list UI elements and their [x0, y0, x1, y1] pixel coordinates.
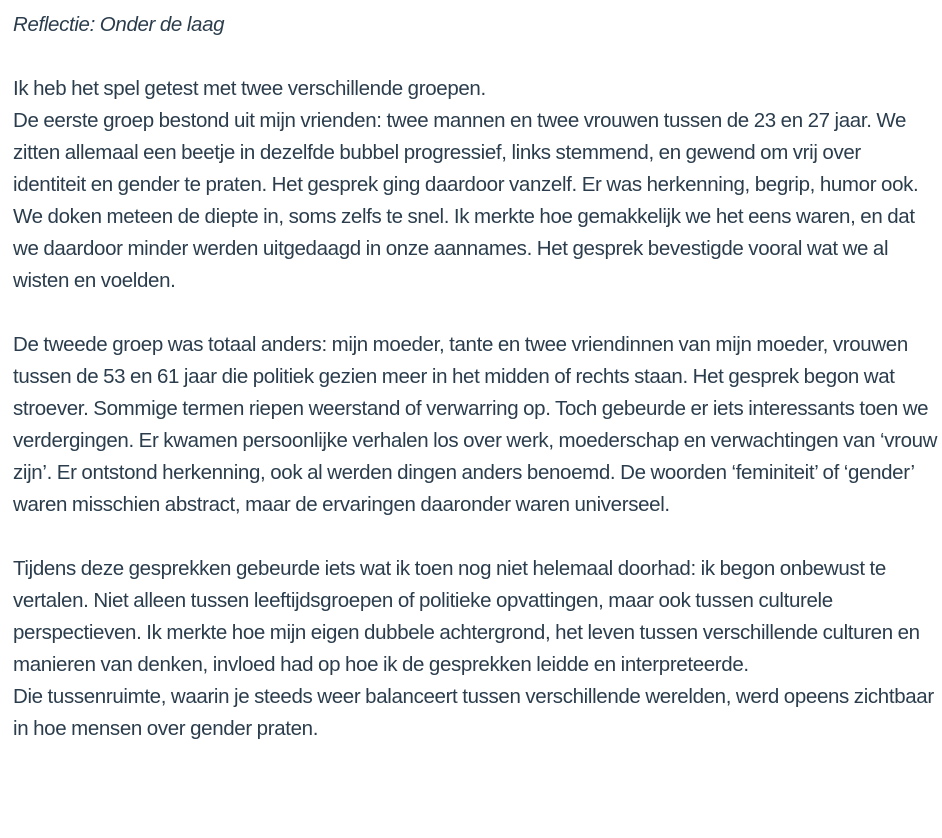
paragraph-intro: Ik heb het spel getest met twee verschillende groepen. — [13, 77, 486, 100]
blank-line — [13, 297, 938, 329]
document-body — [13, 9, 938, 745]
document-title: Reflectie: Onder de laag — [13, 13, 225, 36]
paragraph-first-group: De eerste groep bestond uit mijn vrienden: twee mannen en twee vrouwen tussen de 23 en 27 jaar. We zitten allemaal een beetje in dezelfde bubbel progressief, links stemmend, en gewend om vrij over identiteit en gender te praten. Het gesprek ging daardoor vanzelf. Er was herkenning, begrip, humor ook. We doken meteen de diepte in, soms zelfs te snel. Ik merkte hoe gemakkelijk we het eens waren, en dat we daardoor minder werden uitgedaagd in onze aannames. Het gesprek bevestigde vooral wat we al wisten en voelden. — [13, 109, 919, 292]
blank-line — [13, 41, 938, 73]
paragraph-second-group: De tweede groep was totaal anders: mijn moeder, tante en twee vriendinnen van mijn moeder, vrouwen tussen de 53 en 61 jaar die politiek gezien meer in het midden of rechts staan. Het gesprek begon wat stroever. Sommige termen riepen weerstand of verwarring op. Toch gebeurde er iets interessants toen we verdergingen. Er kwamen persoonlijke verhalen los over werk, moederschap en verwachtingen van ‘vrouw zijn’. Er ontstond herkenning, ook al werden dingen anders benoemd. De woorden ‘feminiteit’ of ‘gender’ waren misschien abstract, maar de ervaringen daaronder waren universeel. — [13, 333, 938, 516]
paragraph-translation: Tijdens deze gesprekken gebeurde iets wat ik toen nog niet helemaal doorhad: ik begon onbewust te vertalen. Niet alleen tussen leeftijdsgroepen of politieke opvattingen, maar ook tussen culturele perspectieven. Ik merkte hoe mijn eigen dubbele achtergrond, het leven tussen verschillende culturen en manieren van denken, invloed had op hoe ik de gesprekken leidde en interpreteerde. — [13, 557, 920, 676]
blank-line — [13, 521, 938, 553]
paragraph-in-between-space: Die tussenruimte, waarin je steeds weer balanceert tussen verschillende werelden, werd opeens zichtbaar in hoe mensen over gender praten. — [13, 685, 934, 740]
